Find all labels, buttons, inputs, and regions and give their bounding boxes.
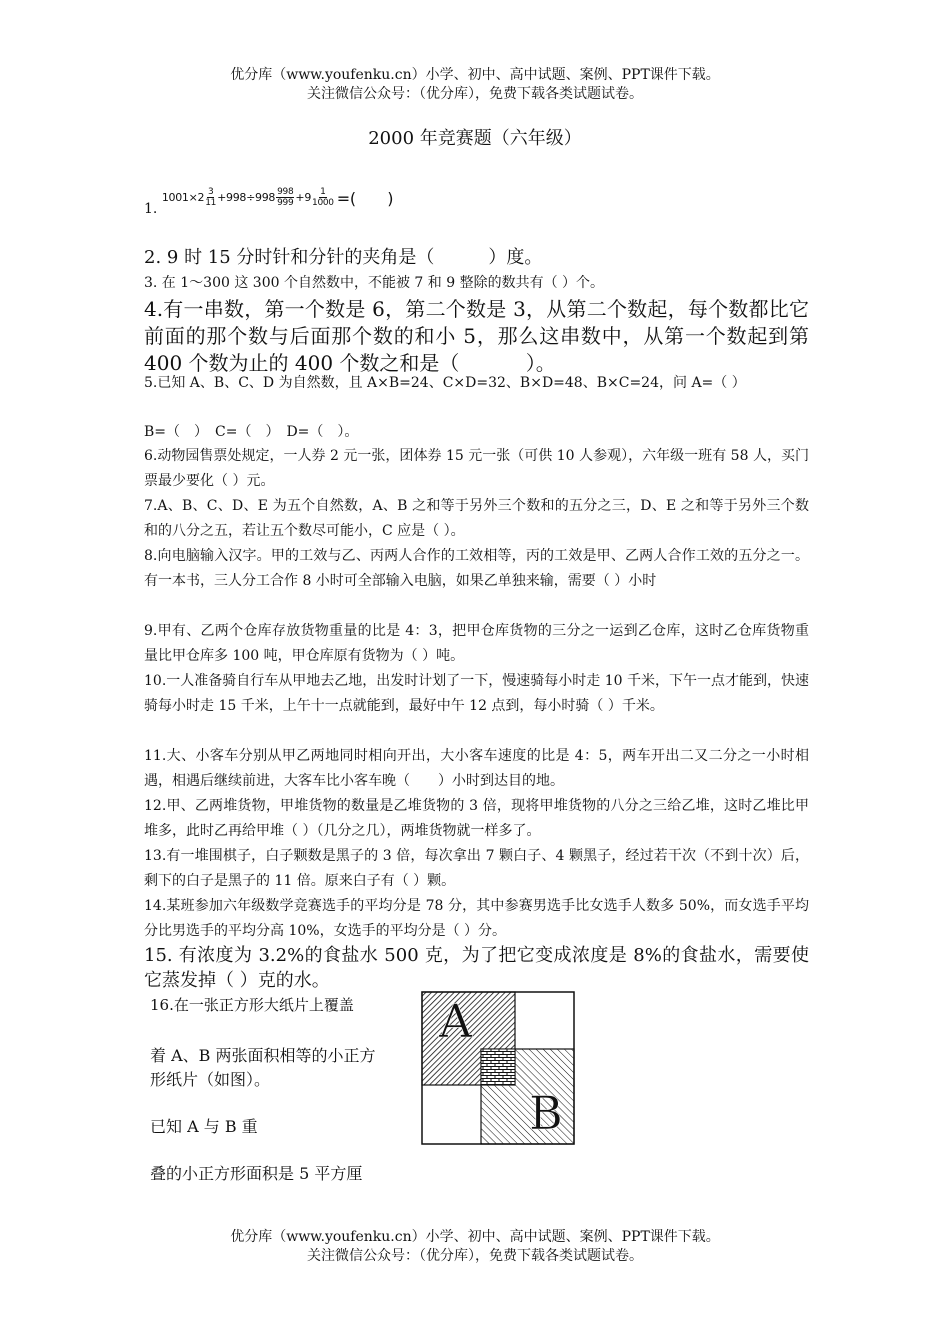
- header-line-1: 优分库（www.youfenku.cn）小学、初中、高中试题、案例、PPT课件下载。: [230, 67, 720, 83]
- squares-figure: [421, 991, 575, 1145]
- formula-part-3: +9: [295, 191, 312, 204]
- fraction-1-numerator: 3: [207, 187, 214, 197]
- question-6: 6.动物园售票处规定，一人券 2 元一张，团体券 15 元一张（可供 10 人参观），六年级一班有 58 人，买门票最少要化（ ）元。: [144, 448, 809, 489]
- formula-part-1: 1001×2: [161, 191, 205, 204]
- question-5-line-2: B=（ ） C=（ ） D=（ ）。: [144, 424, 359, 440]
- question-4: 4.有一串数，第一个数是 6，第二个数是 3，从第二个数起，每个数都比它前面的那个数与后面那个数的和小 5，那么这串数中，从第一个数起到第 400 个数为止的 400 个数之和是（ ）。: [144, 297, 809, 375]
- question-5-line-1: 5.已知 A、B、C、D 为自然数，且 A×B=24、C×D=32、B×D=48、B×C=24，问 A=（ ）: [144, 375, 746, 391]
- fraction-2: [276, 187, 294, 208]
- question-3: 3. 在 1～300 这 300 个自然数中，不能被 7 和 9 整除的数共有（ ）个。: [144, 275, 605, 291]
- fraction-1-denominator: 11: [205, 198, 217, 208]
- label-a: A: [439, 994, 473, 1048]
- question-14: 14.某班参加六年级数学竞赛选手的平均分是 78 分，其中参赛男选手比女选手人数多 50%，而女选手平均分比男选手的平均分高 10%，女选手的平均分是（ ）分。: [144, 898, 809, 939]
- question-15: 15. 有浓度为 3.2%的食盐水 500 克，为了把它变成浓度是 8%的食盐水，需要使它蒸发掉（ ）克的水。: [144, 945, 809, 991]
- fraction-3: [312, 187, 334, 208]
- question-10: 10.一人准备骑自行车从甲地去乙地，出发时计划了一下，慢速骑每小时走 10 千米，下午一点才能到，快速骑每小时走 15 千米，上午十一点就能到，最好中午 12 点到，每小时骑（ ）千米。: [144, 673, 809, 714]
- footer-line-2: 关注微信公众号：（优分库），免费下载各类试题试卷。: [307, 1248, 643, 1264]
- question-11: 11.大、小客车分别从甲乙两地同时相向开出，大小客车速度的比是 4：5，两车开出二又二分之一小时相遇，相遇后继续前进，大客车比小客车晚（ ）小时到达目的地。: [144, 748, 809, 789]
- page-title: 2000 年竞赛题（六年级）: [368, 128, 582, 149]
- question-16-line-2: 着 A、B 两张面积相等的小正方: [150, 1046, 376, 1065]
- question-8: 8.向电脑输入汉字。甲的工效与乙、丙两人合作的工效相等，丙的工效是甲、乙两人合作工效的五分之一。有一本书，三人分工合作 8 小时可全部输入电脑，如果乙单独来输，需要（ ）小时: [144, 548, 809, 589]
- page-header: [0, 66, 950, 104]
- fraction-1: [205, 187, 216, 208]
- formula-tail: =( ): [336, 189, 394, 208]
- formula-part-2: +998÷998: [217, 191, 276, 204]
- question-16-line-4: 已知 A 与 B 重: [150, 1117, 258, 1136]
- footer-line-1: 优分库（www.youfenku.cn）小学、初中、高中试题、案例、PPT课件下载。: [230, 1229, 720, 1245]
- header-line-2: 关注微信公众号：（优分库），免费下载各类试题试卷。: [307, 86, 643, 102]
- question-12: 12.甲、乙两堆货物，甲堆货物的数量是乙堆货物的 3 倍，现将甲堆货物的八分之三给乙堆，这时乙堆比甲堆多，此时乙再给甲堆（ ）（几分之几），两堆货物就一样多了。: [144, 798, 809, 839]
- question-9: 9.甲有、乙两个仓库存放货物重量的比是 4：3，把甲仓库货物的三分之一运到乙仓库，这时乙仓库货物重量比甲仓库多 100 吨，甲仓库原有货物为（ ）吨。: [144, 623, 809, 664]
- question-1-number: 1.: [144, 201, 158, 217]
- question-16-line-3: 形纸片（如图）。: [150, 1070, 271, 1089]
- overlap-square: [481, 1049, 515, 1085]
- question-16-line-5: 叠的小正方形面积是 5 平方厘: [150, 1164, 363, 1183]
- fraction-2-numerator: 998: [277, 187, 294, 197]
- fraction-3-denominator: 1000: [312, 198, 334, 208]
- page-footer: [0, 1228, 950, 1266]
- label-b: B: [529, 1086, 563, 1140]
- question-13: 13.有一堆围棋子，白子颗数是黑子的 3 倍，每次拿出 7 颗白子、4 颗黑子，经过若干次（不到十次）后，剩下的白子是黑子的 11 倍。原来白子有（ ）颗。: [144, 848, 809, 889]
- question-2: 2. 9 时 15 分时针和分针的夹角是（ ）度。: [144, 247, 543, 268]
- question-1: [144, 186, 394, 217]
- question-7: 7.A、B、C、D、E 为五个自然数，A、B 之和等于另外三个数和的五分之三，D、E 之和等于另外三个数和的八分之五，若让五个数尽可能小，C 应是（ ）。: [144, 498, 809, 539]
- question-1-formula: [162, 186, 393, 209]
- fraction-3-numerator: 1: [320, 187, 326, 197]
- question-16-line-1: 16.在一张正方形大纸片上覆盖: [150, 996, 354, 1014]
- fraction-2-denominator: 999: [277, 198, 294, 208]
